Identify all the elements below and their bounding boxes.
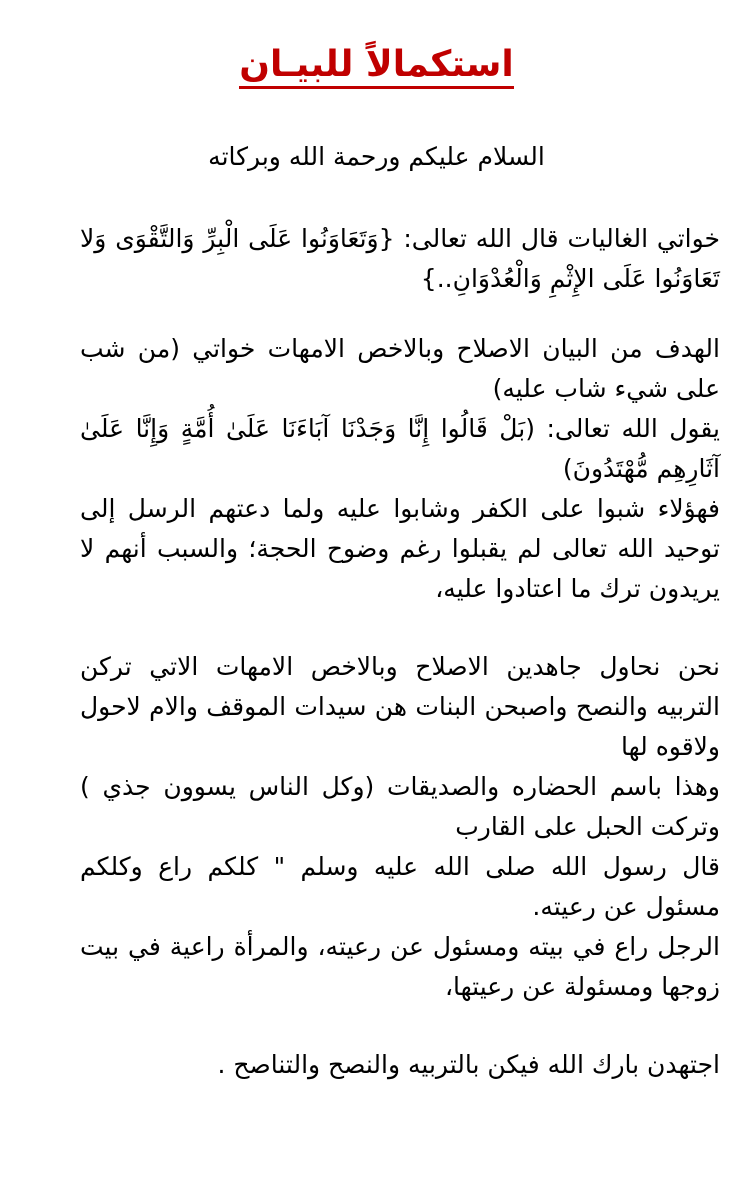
paragraph-quran-quote: يقول الله تعالى: (بَلْ قَالُوا إِنَّا وَجَدْنَا آبَاءَنَا عَلَىٰ أُمَّةٍ وَإِنَّا عَلَىٰ آثَارِهِم مُّهْتَدُونَ): [80, 414, 720, 483]
paragraph-hadith: قال رسول الله صلى الله عليه وسلم " كلكم راع وكلكم مسئول عن رعيته.: [80, 852, 720, 921]
paragraph-goal: الهدف من البيان الاصلاح وبالاخص الامهات خواتي (من شب على شيء شاب عليه): [80, 334, 720, 403]
greeting: السلام عليكم ورحمة الله وبركاته: [208, 142, 545, 171]
paragraph-closing: اجتهدن بارك الله فيكن بالتربيه والنصح والتناصح .: [217, 1050, 720, 1079]
paragraph-verse: خواتي الغاليات قال الله تعالى: {وَتَعَاوَنُوا عَلَى الْبِرِّ وَالتَّقْوَى وَلا تَعَاوَنُوا عَلَى الإِثْمِ وَالْعُدْوَانِ..}: [80, 224, 720, 293]
title-text: استكمالاً للبيـان: [239, 44, 514, 89]
paragraph-explanation: فهؤلاء شبوا على الكفر وشابوا عليه ولما دعتهم الرسل إلى توحيد الله تعالى لم يقبلوا رغم وضوح الحجة؛ والسبب أنهم لا يريدون ترك ما اعتادوا عليه،: [80, 494, 720, 603]
document-body: [80, 219, 720, 1085]
document-title: [0, 40, 753, 90]
paragraph-responsibility: الرجل راع في بيته ومسئول عن رعيته، والمرأة راعية في بيت زوجها ومسئولة عن رعيتها،: [80, 932, 720, 1001]
paragraph-civilization: وهذا باسم الحضاره والصديقات (وكل الناس يسوون جذي ) وتركت الحبل على القارب: [80, 772, 720, 841]
paragraph-effort: نحن نحاول جاهدين الاصلاح وبالاخص الامهات الاتي تركن التربيه والنصح واصبحن البنات هن سيدات الموقف والام لاحول ولاقوه لها: [80, 652, 720, 761]
